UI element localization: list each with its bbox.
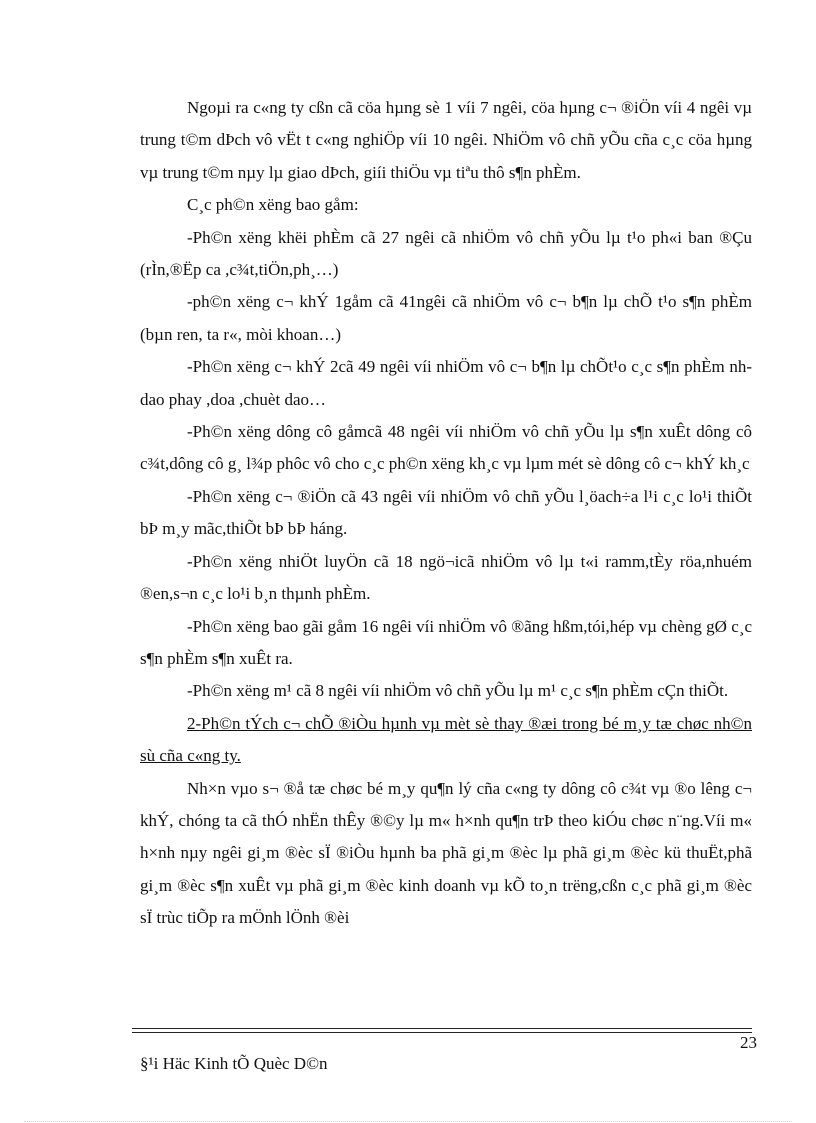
paragraph-workshops-intro: C¸c ph©n xëng bao gåm: [187, 195, 359, 215]
paragraph-management-model: Nh×n vµo s¬ ®å tæ chøc bé m¸y qu¶n lý cña c«ng ty dông cô c¾t vµ ®o lêng c¬ khÝ, chóng ta cã thÓ nhËn thÊy ®©y lµ m« h×nh qu¶n trÞ theo kiÓu chøc n¨ng.Víi m« h×nh nµy ngêi gi¸m ®èc sÏ ®iÒu hµnh ba phã gi¸m ®èc lµ phã gi¸m ®èc kü thuËt,phã gi¸m ®èc s¶n xuÊt vµ phã gi¸m ®èc kinh doanh vµ kÕ to¸n trëng,cßn c¸c phã gi¸m ®èc sÏ trùc tiÕp ra mÖnh lÖnh ®èi [140, 778, 752, 928]
paragraph-workshop-heat-treatment: -Ph©n xëng nhiÖt luyÖn cã 18 ngö¬icã nhiÖm vô lµ t«i ramm,tÈy röa,nhuém ®en,s¬n c¸c lo¹i b¸n thµnh phÈm. [140, 551, 752, 604]
footer-divider [132, 1028, 752, 1033]
page-edge-divider [24, 1121, 792, 1122]
paragraph-workshop-plating: -Ph©n xëng m¹ cã 8 ngêi víi nhiÖm vô chñ yÕu lµ m¹ c¸c s¶n phÈm cÇn thiÕt. [187, 681, 729, 701]
paragraph-stores: Ngoµi ra c«ng ty cßn cã cöa hµng sè 1 víi 7 ngêi, cöa hµng c¬ ®iÖn víi 4 ngêi vµ trung t©m dÞch vô vËt t c«ng nghiÖp víi 10 ngêi. NhiÖm vô chñ yÕu cña c¸c cöa hµng vµ trung t©m nµy lµ giao dÞch, giíi thiÖu vµ tiªu thô s¶n phÈm. [140, 98, 752, 182]
paragraph-workshop-mechanical-2: -Ph©n xëng c¬ khÝ 2cã 49 ngêi víi nhiÖm vô c¬ b¶n lµ chÕt¹o c¸c s¶n phÈm nh dao phay ,doa ,chuèt dao… [140, 357, 752, 409]
paragraph-workshop-electromechanical: -Ph©n xëng c¬ ®iÖn cã 43 ngêi víi nhiÖm vô chñ yÕu l¸öach÷a l¹i c¸c lo¹i thiÕt bÞ m¸y mãc,thiÕt bÞ bÞ háng. [140, 486, 752, 539]
body-text [140, 92, 752, 935]
section-heading: 2-Ph©n tÝch c¬ chÕ ®iÒu hµnh vµ mèt sè thay ®æi trong bé m¸y tæ chøc nh©n sù cña c«ng ty. [140, 713, 752, 766]
paragraph-workshop-packaging: -Ph©n xëng bao gãi gåm 16 ngêi víi nhiÖm vô ®ãng hßm,tói,hép vµ chèng gØ c¸c s¶n phÈm s¶n xuÊt ra. [140, 616, 752, 668]
page-number: 23 [740, 1033, 757, 1052]
footer-institution: §¹i Häc Kinh tÕ Quèc D©n [140, 1054, 328, 1073]
paragraph-workshop-tools: -Ph©n xëng dông cô gåmcã 48 ngêi víi nhiÖm vô chñ yÕu lµ s¶n xuÊt dông cô c¾t,dông cô g¸ l¾p phôc vô cho c¸c ph©n xëng kh¸c vµ lµm mét sè dông cô c¬ khÝ kh¸c [140, 422, 752, 474]
paragraph-workshop-starter: -Ph©n xëng khëi phÈm cã 27 ngêi cã nhiÖm vô chñ yÕu lµ t¹o ph«i ban ®Çu (rÌn,®Ëp ca ,c¾t,tiÖn,ph¸…) [140, 227, 752, 280]
paragraph-workshop-mechanical-1: -ph©n xëng c¬ khÝ 1gåm cã 41ngêi cã nhiÖm vô c¬ b¶n lµ chÕ t¹o s¶n phÈm (bµn ren, ta r«, mòi khoan…) [140, 292, 752, 344]
